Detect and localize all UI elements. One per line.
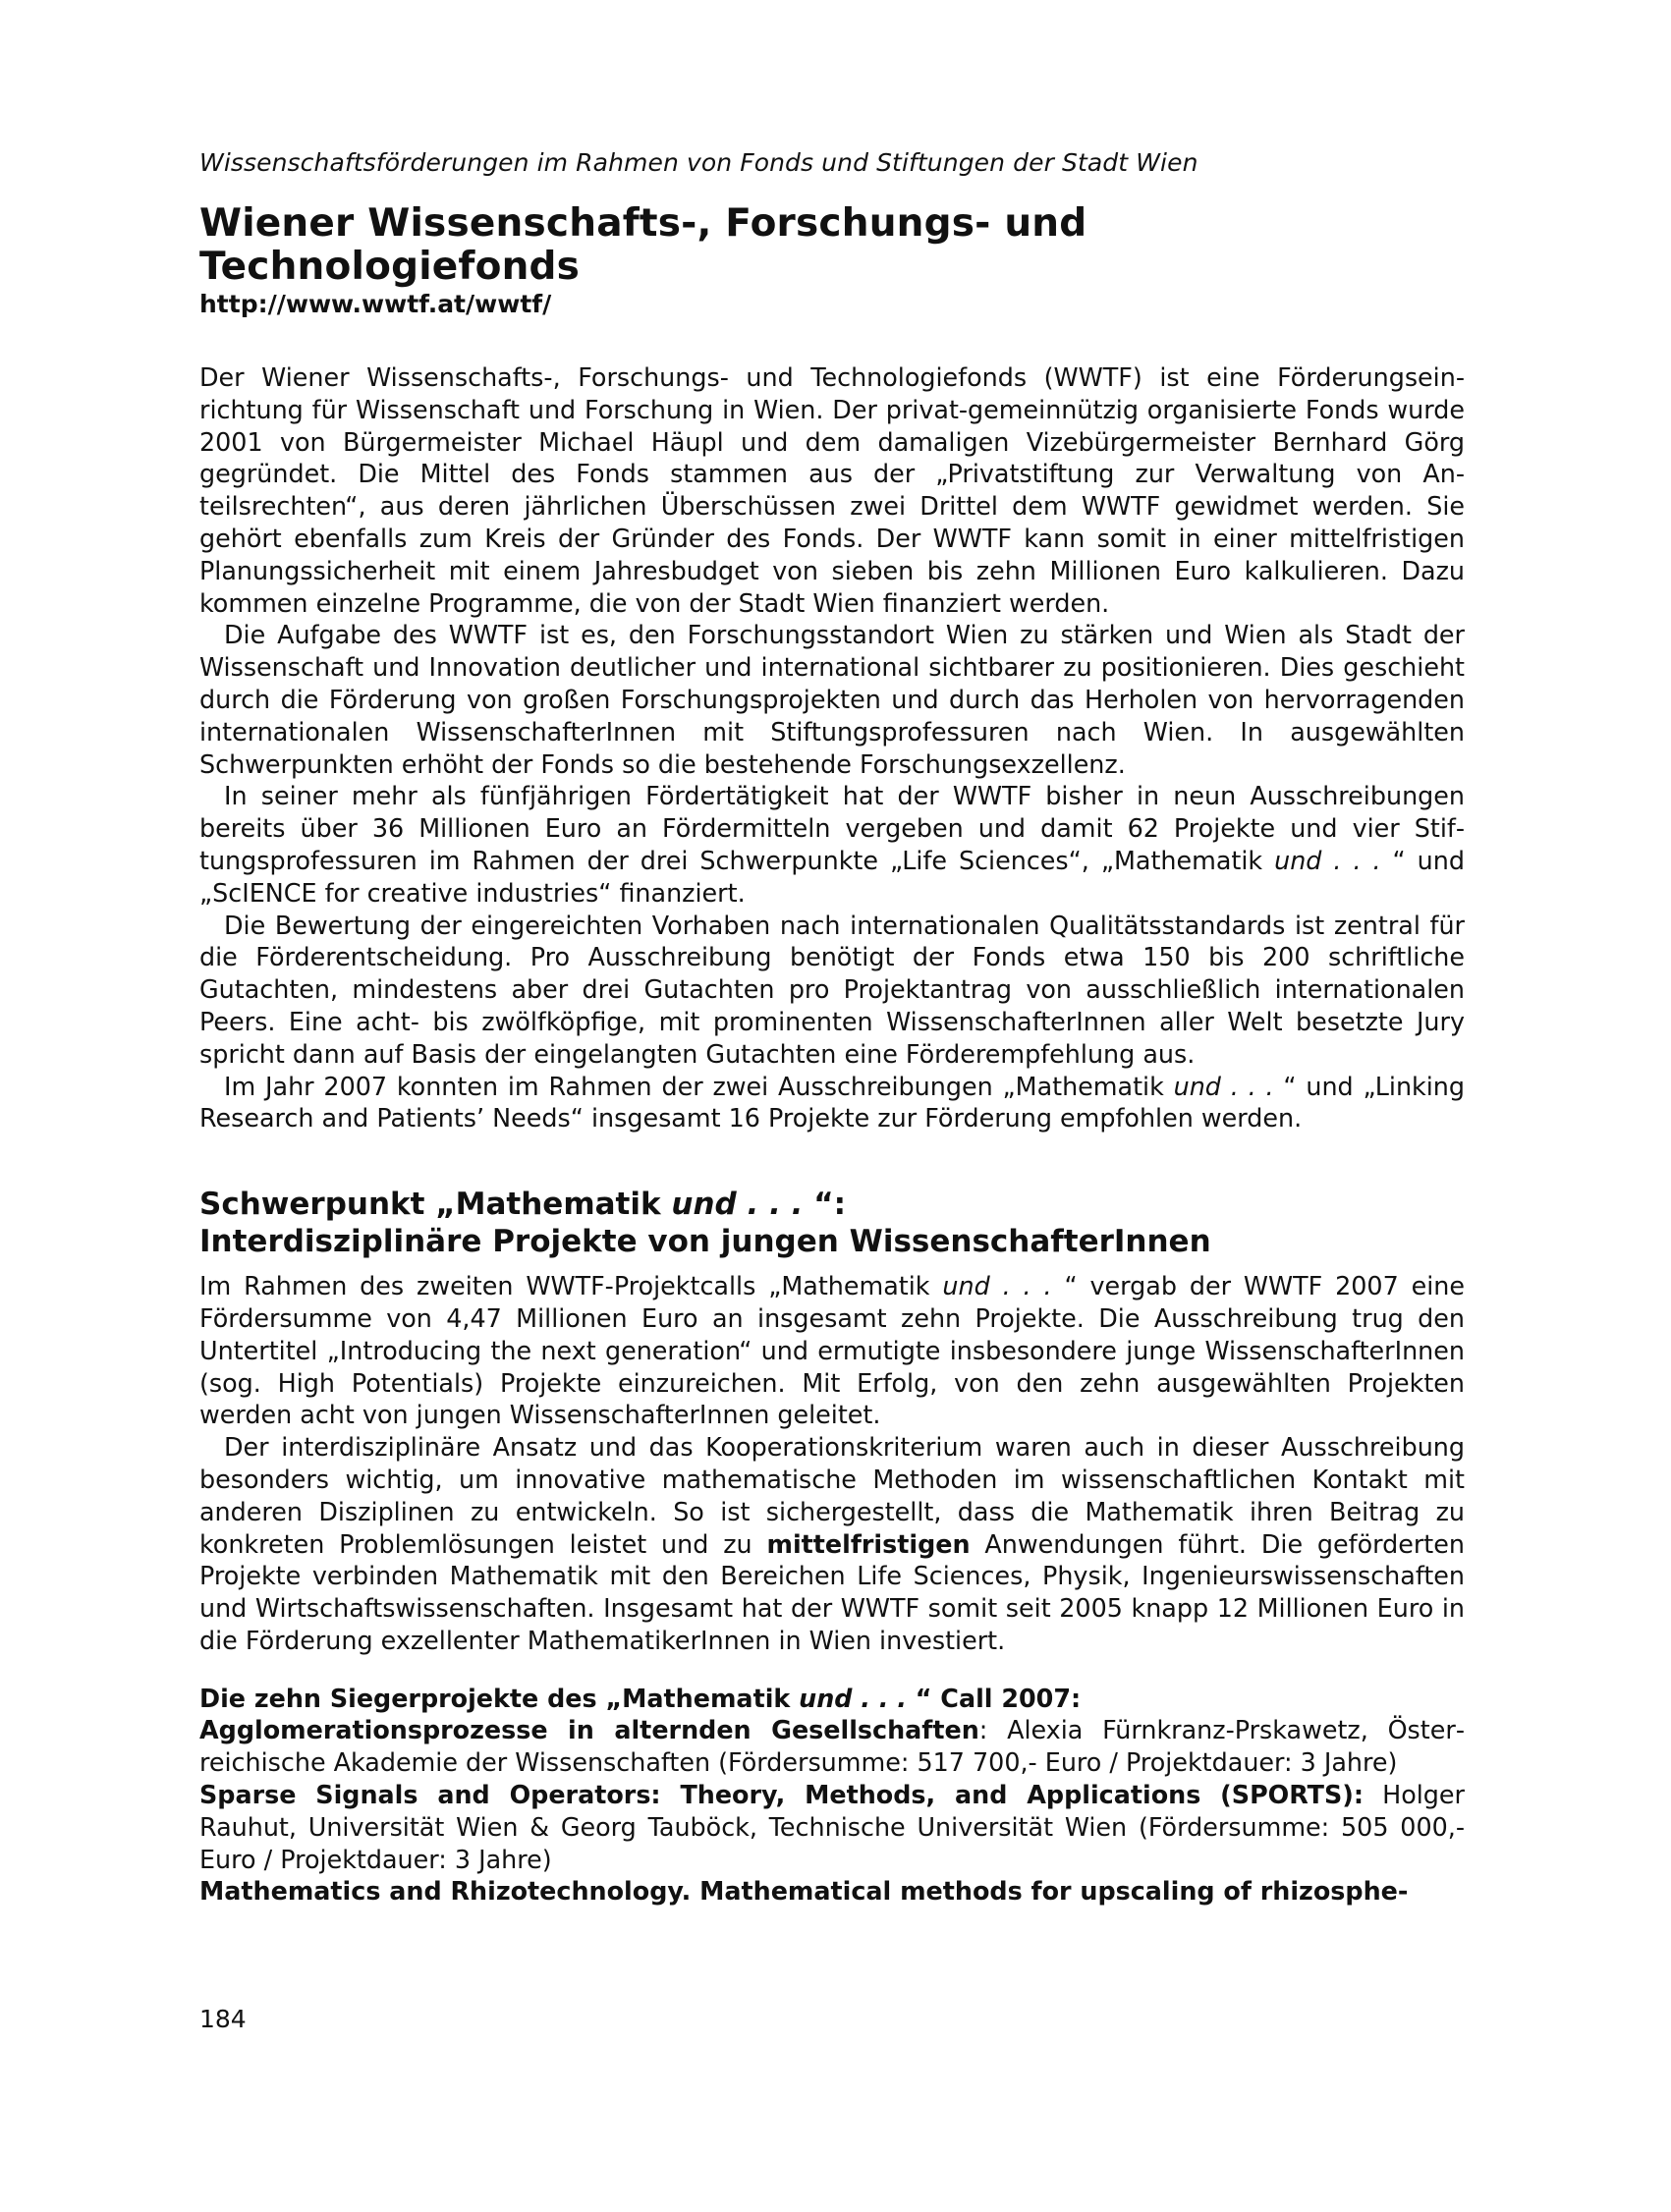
intro-paragraph-5-em: und . . . (1173, 1071, 1274, 1101)
section-paragraph-2-bold: mittelfristigen (766, 1528, 971, 1559)
section-paragraph-1 (199, 1270, 1465, 1431)
page-title: Wiener Wissenschafts-, Forschungs- und Technologiefonds (199, 201, 1087, 289)
section-paragraph-1-b: “ vergab der WWTF 2007 eine Fördersumme von 4,47 Millionen Euro an insgesamt zehn Projekte. Die Ausschreibung trug den Untertitel „Introducing the next generation“ und ermutigte insbesondere junge WissenschafterInnen (sog. High Potentials) Projekte einzureichen. Mit Erfolg, von den zehn ausgewählten Projekten werden acht von jungen WissenschafterInnen geleitet. (199, 1271, 1465, 1430)
winners-heading-a: Die zehn Siegerprojekte des „Mathematik (199, 1683, 800, 1713)
intro-paragraph-5-text-b: “ und „Linking Research and Patients’ Needs“ insgesamt 16 Projekte zur Förderung empfohlen werden. (199, 1071, 1466, 1134)
intro-paragraph-5 (199, 1071, 1465, 1135)
section-heading-em: und . . . (671, 1187, 804, 1223)
winner-details: Holger Rauhut, Universität Wien & Georg Tauböck, Technische Universität Wien (Fördersumme: 505 000,- Euro / Projektdauer: 3 Jahre) (199, 1780, 1465, 1874)
intro-paragraph-5-text-a: Im Jahr 2007 konnten im Rahmen der zwei Ausschreibungen „Mathematik (224, 1071, 1174, 1101)
winner-item (199, 1875, 1465, 1908)
fund-url: http://www.wwtf.at/wwtf/ (199, 290, 552, 318)
winners-heading (199, 1683, 1465, 1715)
intro-paragraph-4: Die Bewertung der eingereichten Vorhaben nach internationalen Qualitätsstandards ist zentral für die Förderentscheidung. Pro Ausschreibung benötigt der Fonds etwa 150 bis 200 schriftliche Gutachten, mindestens aber drei Gutachten pro Projektantrag von ausschließlich internationalen Peers. Eine acht- bis zwölfköpfige, mit prominenten WissenschafterInnen aller Welt besetzte Jury spricht dann auf Basis der eingelangten Gutachten eine Förderempfehlung aus. (199, 910, 1465, 1069)
intro-paragraph-3-em: und . . . (1274, 845, 1381, 875)
section-paragraph-2-b: Anwendungen führt. Die geförderten Projekte verbinden Mathematik mit den Bereichen Life Sciences, Physik, Ingenieurswissenschaften und Wirtschaftswissenschaften. Insgesamt hat der WWTF somit seit 2005 knapp 12 Millionen Euro in die Förderung exzellenter MathematikerInnen in Wien investiert. (199, 1528, 1465, 1655)
section-paragraph-2-a: Der interdisziplinäre Ansatz und das Kooperationskriterium waren auch in dieser Ausschreibung besonders wichtig, um innovative mathematische Methoden im wissenschaftlichen Kontakt mit anderen Disziplinen zu entwickeln. So ist sichergestellt, dass die Mathematik ihren Beitrag zu konkreten Problemlösungen leistet und zu (199, 1432, 1465, 1559)
section-heading (199, 1186, 1465, 1260)
winner-title: Sparse Signals and Operators: Theory, Methods, and Applications (SPORTS): (199, 1780, 1365, 1810)
intro-paragraph-3-text-b: “ und „ScIENCE for creative industries“ finanziert. (199, 845, 1465, 908)
page-number: 184 (199, 2005, 247, 2033)
running-header: Wissenschaftsförderungen im Rahmen von Fonds und Stiftungen der Stadt Wien (199, 148, 1198, 177)
intro-paragraph-3-text-a: In seiner mehr als fünfjährigen Fördertätigkeit hat der WWTF bisher in neun Ausschreibungen bereits über 36 Millionen Euro an Fördermitteln vergeben und damit 62 Projekte und vier Stiftungsprofessuren im Rahmen der drei Schwerpunkte „Life Sciences“, „Mathematik (199, 781, 1465, 875)
section-paragraph-1-em: und . . . (942, 1271, 1052, 1301)
winners-heading-b: “ Call 2007: (906, 1683, 1082, 1713)
section-paragraph-2 (199, 1431, 1465, 1657)
intro-paragraph-1: Der Wiener Wissenschafts-, Forschungs- und Technologiefonds (WWTF) ist eine Förderungseinrichtung für Wissenschaft und Forschung in Wien. Der privat-gemeinnützig organisierte Fonds wurde 2001 von Bürgermeister Michael Häupl und dem damaligen Vizebürgermeister Bernhard Görg gegründet. Die Mittel des Fonds stammen aus der „Privatstiftung zur Verwaltung von Anteilsrechten“, aus deren jährlichen Überschüssen zwei Drittel dem WWTF gewidmet werden. Sie gehört ebenfalls zum Kreis der Gründer des Fonds. Der WWTF kann somit in einer mittelfristigen Planungssicherheit mit einem Jahresbudget von sieben bis zehn Millionen Euro kalkulieren. Dazu kommen einzelne Programme, die von der Stadt Wien finanziert werden. (199, 362, 1465, 618)
winner-title: Agglomerationsprozesse in alternden Gesellschaften (199, 1715, 979, 1745)
winner-item (199, 1779, 1465, 1875)
winner-item (199, 1714, 1465, 1779)
winner-details: : Alexia Fürnkranz-Prskawetz, Österreichische Akademie der Wissenschaften (Fördersumme: 517 700,- Euro / Projektdauer: 3 Jahre) (199, 1715, 1465, 1778)
winners-heading-em: und . . . (799, 1683, 907, 1713)
section-paragraph-1-a: Im Rahmen des zweiten WWTF-Projektcalls „Mathematik (199, 1271, 943, 1301)
intro-paragraph-2: Die Aufgabe des WWTF ist es, den Forschungsstandort Wien zu stärken und Wien als Stadt der Wissenschaft und Innovation deutlicher und international sichtbarer zu positionieren. Dies geschieht durch die Förderung von großen Forschungsprojekten und durch das Herholen von hervorragenden internationalen WissenschafterInnen mit Stiftungsprofessuren nach Wien. In ausgewählten Schwerpunkten erhöht der Fonds so die bestehende Forschungsexzellenz. (199, 620, 1465, 779)
section-subheading: Interdisziplinäre Projekte von jungen WissenschafterInnen (199, 1224, 1211, 1260)
section-heading-b: “: (803, 1187, 847, 1223)
winner-title: Mathematics and Rhizotechnology. Mathematical methods for upscaling of rhizosphe- (199, 1876, 1409, 1907)
intro-paragraph-3 (199, 780, 1465, 909)
section-heading-a: Schwerpunkt „Mathematik (199, 1187, 672, 1223)
